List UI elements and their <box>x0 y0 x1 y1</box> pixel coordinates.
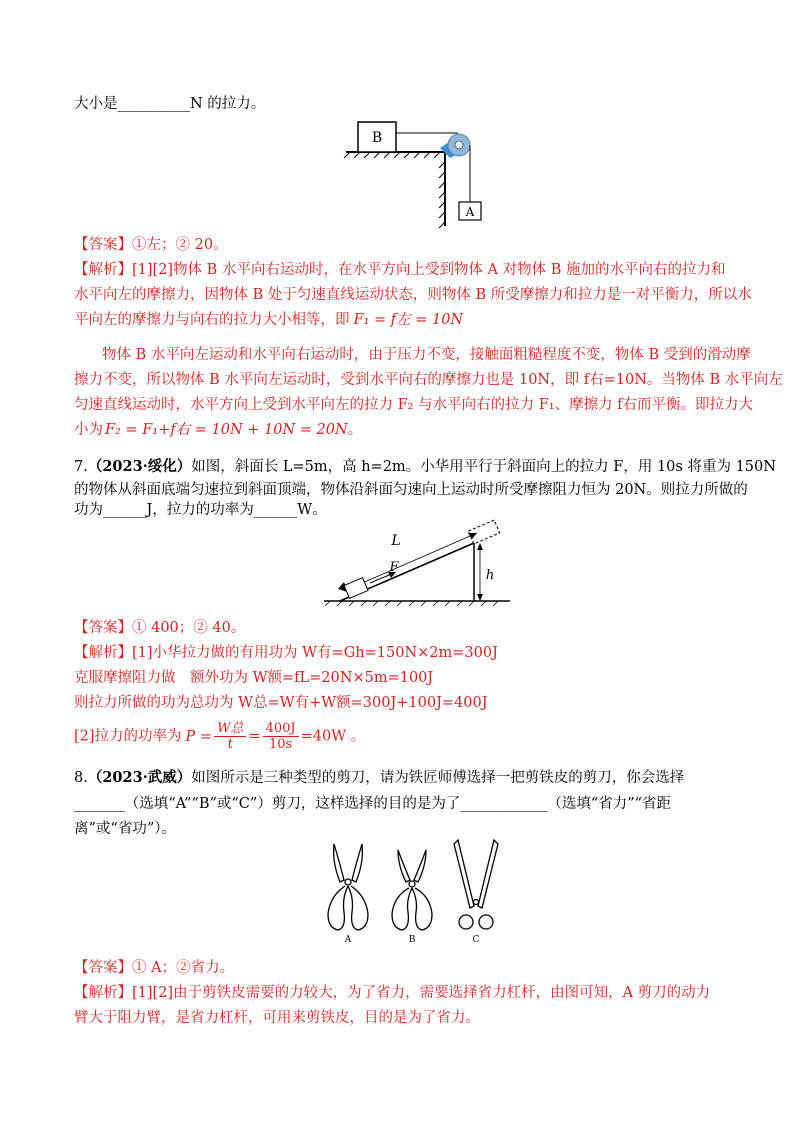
question-text-line: _______（选填“A”“B”或“C”）剪刀，这样选择的目的是为了____________（选填“省力”“省距 <box>74 796 672 812</box>
question-text-line: 大小是__________N 的拉力。 <box>74 96 266 112</box>
formula-f2: F₂ = F₁+f右 = 10N + 10N = 20N <box>105 422 348 438</box>
analysis-line <box>74 310 463 330</box>
question-text-line: 的物体从斜面底端匀速拉到斜面顶端，物体沿斜面匀速向上运动时所受摩擦阻力恒为 20N。则拉力所做的 <box>74 482 748 498</box>
question-number: 8. <box>74 770 88 786</box>
analysis-text: 平向左的摩擦力与向右的拉力大小相等，即 <box>74 312 350 328</box>
question-text: 如图所示是三种类型的剪刀，请为铁匠师傅选择一把剪铁皮的剪刀，你会选择 <box>191 770 685 786</box>
block-b-label: B <box>371 130 383 146</box>
question-text-line: 离”或“省功”）。 <box>74 821 176 837</box>
analysis-line: 【解析】[1]小华拉力做的有用功为 W有=Gh=150N×2m=300J <box>74 645 498 661</box>
formula-f1: F₁ = f左 = 10N <box>353 312 464 328</box>
denominator: t <box>227 737 233 752</box>
scissors-a-label: A <box>344 935 352 944</box>
analysis-line <box>74 420 362 440</box>
analysis-text: =40W 。 <box>300 728 366 745</box>
pulley-diagram <box>340 118 500 230</box>
analysis-line: 【解析】[1][2]由于剪铁皮需要的力较大，为了省力，需要选择省力杠杆，由图可知，A 剪刀的动力 <box>74 985 711 1001</box>
block-a-label: A <box>465 205 475 219</box>
question-number: 7. <box>74 459 88 475</box>
numerator: 400J <box>263 721 299 737</box>
answer-line: 【答案】①左；② 20。 <box>74 237 228 253</box>
analysis-text: [2]拉力的功率为 <box>74 728 182 745</box>
analysis-text: 小为 <box>74 422 103 438</box>
analysis-line: 【解析】[1][2]物体 B 水平向右运动时，在水平方向上受到物体 A 对物体 B 施加的水平向右的拉力和 <box>74 262 726 278</box>
analysis-line: 物体 B 水平向左运动和水平向右运动时，由于压力不变，接触面粗糙程度不变，物体 B 受到的滑动摩 <box>102 347 751 363</box>
height-h-label: h <box>485 568 495 583</box>
analysis-line: 水平向左的摩擦力，因物体 B 处于匀速直线运动状态，则物体 B 所受摩擦力和拉力是一对平衡力，所以水 <box>74 287 752 303</box>
analysis-text: 。 <box>347 422 363 438</box>
analysis-line: 擦力不变，所以物体 B 水平向左运动时，受到水平向右的摩擦力也是 10N，即 f右=10N。当物体 B 水平向左 <box>74 372 783 388</box>
scissors-diagram <box>318 836 508 944</box>
formula-p: P = <box>185 728 213 745</box>
question-text: 如图，斜面长 L=5m，高 h=2m。小华用平行于斜面向上的拉力 F，用 10s 将重为 150N <box>191 459 776 475</box>
fraction <box>263 721 299 752</box>
question-text-line: 功为______J，拉力的功率为______W。 <box>74 502 327 518</box>
force-f-label: F <box>389 560 399 575</box>
analysis-line: 克服摩擦阻力做 额外功为 W额=fL=20N×5m=100J <box>74 670 434 686</box>
incline-diagram <box>322 515 512 607</box>
question-8-line <box>74 768 684 788</box>
scissors-c-label: C <box>472 935 480 944</box>
question-7-line <box>74 457 776 477</box>
fraction <box>214 721 246 752</box>
scissors-b-label: B <box>408 935 416 944</box>
question-source: （2023·武威） <box>87 769 192 786</box>
answer-line: 【答案】① 400；② 40。 <box>74 620 246 636</box>
analysis-line: 臂大于阻力臂，是省力杠杆，可用来剪铁皮，目的是为了省力。 <box>74 1010 480 1026</box>
analysis-line: [2]拉力的功率为 P = $\frac{\text{W总}}{t}$ = $\frac{400J}{10s}$ =40W 。 <box>74 721 366 752</box>
numerator: W总 <box>214 721 246 737</box>
denominator: 10s <box>269 737 293 752</box>
analysis-line: 匀速直线运动时，水平方向上受到水平向左的拉力 F₂ 与水平向右的拉力 F₁、摩擦力 f右而平衡。即拉力大 <box>74 397 754 413</box>
length-l-label: L <box>391 533 401 549</box>
analysis-line: 则拉力所做的功为总功为 W总=W有+W额=300J+100J=400J <box>74 695 488 711</box>
question-source: （2023·绥化） <box>87 458 192 475</box>
answer-line: 【答案】① A；②省力。 <box>74 960 235 976</box>
